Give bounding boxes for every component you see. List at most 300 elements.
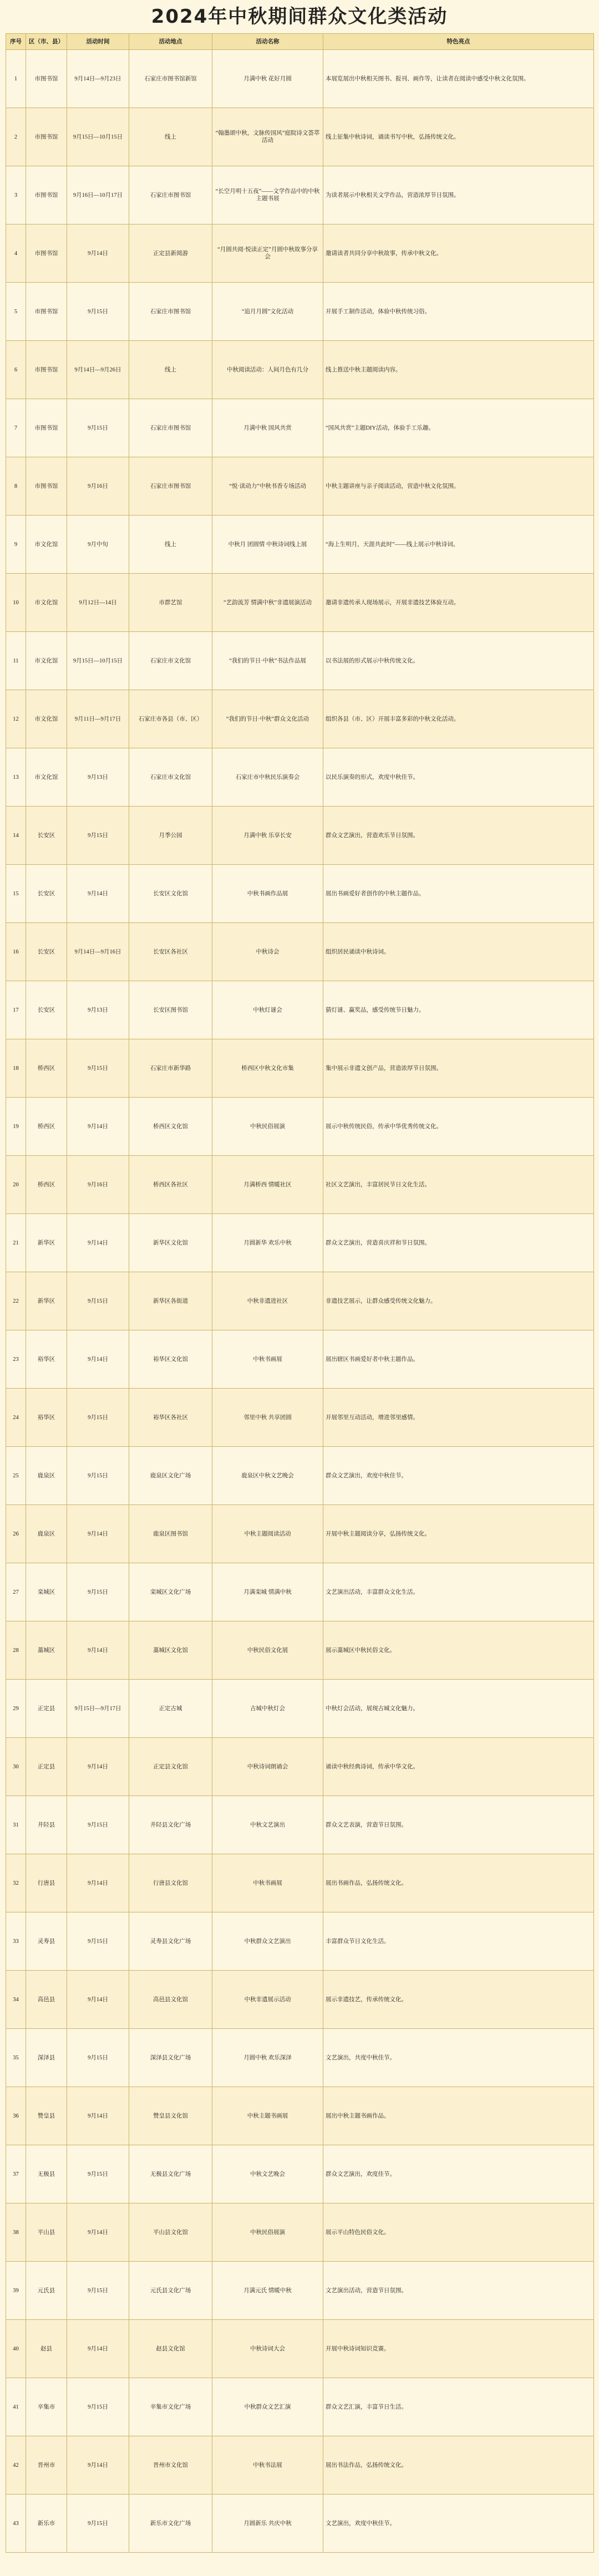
row-time: 9月14日—9月23日	[67, 50, 129, 108]
row-place: 桥西区各社区	[129, 1156, 212, 1214]
row-time: 9月15日	[67, 399, 129, 457]
row-place: 辛集市文化广场	[129, 2378, 212, 2436]
row-place: 月季公园	[129, 807, 212, 865]
table-row	[6, 399, 594, 457]
row-place: 石家庄市新华路	[129, 1039, 212, 1098]
row-area: 新华区	[26, 1214, 67, 1272]
table-row	[6, 1156, 594, 1214]
row-index: 1	[6, 50, 26, 108]
row-feature: 群众文艺演出，欢度中秋佳节。	[323, 1447, 594, 1505]
row-feature: “国风共赏”主题DIY活动，体验手工乐趣。	[323, 399, 594, 457]
header-feature: 特色亮点	[323, 34, 594, 50]
row-feature: 文艺演出活动，营造节日氛围。	[323, 2262, 594, 2320]
header-place: 活动地点	[129, 34, 212, 50]
row-time: 9月14日	[67, 1971, 129, 2029]
row-index: 5	[6, 283, 26, 341]
table-row	[6, 2495, 594, 2553]
header-index: 序号	[6, 34, 26, 50]
row-time: 9月14日	[67, 1621, 129, 1680]
row-place: 新乐市文化广场	[129, 2495, 212, 2553]
row-activity-name: 中秋民俗展演	[212, 2203, 323, 2262]
row-area: 市图书馆	[26, 457, 67, 516]
row-index: 25	[6, 1447, 26, 1505]
row-place: 石家庄市图书馆	[129, 457, 212, 516]
row-time: 9月15日	[67, 1447, 129, 1505]
row-place: 桥西区文化馆	[129, 1098, 212, 1156]
row-time: 9月15日—9月17日	[67, 1680, 129, 1738]
row-time: 9月15日	[67, 807, 129, 865]
header-area: 区（市、县）	[26, 34, 67, 50]
row-area: 裕华区	[26, 1389, 67, 1447]
row-place: 鹿泉区文化广场	[129, 1447, 212, 1505]
row-index: 31	[6, 1796, 26, 1854]
table-row	[6, 1621, 594, 1680]
row-index: 6	[6, 341, 26, 399]
row-index: 29	[6, 1680, 26, 1738]
row-area: 灵寿县	[26, 1912, 67, 1971]
row-place: 石家庄市文化馆	[129, 632, 212, 690]
row-place: 行唐县文化馆	[129, 1854, 212, 1912]
header-time: 活动时间	[67, 34, 129, 50]
row-place: 线上	[129, 516, 212, 574]
row-time: 9月16日	[67, 457, 129, 516]
row-activity-name: 中秋主题阅读活动	[212, 1505, 323, 1563]
row-index: 34	[6, 1971, 26, 2029]
table-row	[6, 2436, 594, 2495]
row-feature: 诵读中秋经典诗词，传承中华文化。	[323, 1738, 594, 1796]
row-area: 赞皇县	[26, 2087, 67, 2145]
row-activity-name: 中秋文艺演出	[212, 1796, 323, 1854]
row-activity-name: “长空月明十五夜”——文学作品中的中秋主题书展	[212, 166, 323, 225]
row-feature: “海上生明月，天涯共此时”——线上展示中秋诗词。	[323, 516, 594, 574]
row-index: 40	[6, 2320, 26, 2378]
row-area: 市图书馆	[26, 108, 67, 166]
table-row	[6, 2087, 594, 2145]
row-feature: 展出书画作品，弘扬传统文化。	[323, 1854, 594, 1912]
row-place: 藁城区文化馆	[129, 1621, 212, 1680]
row-feature: 邀请读者共同分享中秋故事，传承中秋文化。	[323, 225, 594, 283]
row-feature: 文艺演出，共度中秋佳节。	[323, 2029, 594, 2087]
table-row	[6, 1272, 594, 1330]
row-area: 长安区	[26, 865, 67, 923]
row-area: 正定县	[26, 1738, 67, 1796]
row-time: 9月14日	[67, 1505, 129, 1563]
row-time: 9月13日	[67, 748, 129, 807]
row-index: 2	[6, 108, 26, 166]
row-area: 长安区	[26, 807, 67, 865]
row-place: 鹿泉区图书馆	[129, 1505, 212, 1563]
row-activity-name: “我们的节日·中秋”群众文化活动	[212, 690, 323, 748]
table-row	[6, 1098, 594, 1156]
row-area: 平山县	[26, 2203, 67, 2262]
row-index: 17	[6, 981, 26, 1039]
row-feature: 群众文艺演出，欢度佳节。	[323, 2145, 594, 2203]
row-index: 12	[6, 690, 26, 748]
row-activity-name: 中秋非遗展示活动	[212, 1971, 323, 2029]
table-row	[6, 1680, 594, 1738]
row-index: 13	[6, 748, 26, 807]
row-feature: 展出书画爱好者创作的中秋主题作品。	[323, 865, 594, 923]
row-feature: 开展邻里互动活动，增进邻里感情。	[323, 1389, 594, 1447]
row-feature: 以书法展的形式展示中秋传统文化。	[323, 632, 594, 690]
row-place: 长安区图书馆	[129, 981, 212, 1039]
row-activity-name: 月满桥西 情暖社区	[212, 1156, 323, 1214]
row-area: 辛集市	[26, 2378, 67, 2436]
row-feature: 文艺演出活动，丰富群众文化生活。	[323, 1563, 594, 1621]
row-area: 正定县	[26, 1680, 67, 1738]
row-index: 35	[6, 2029, 26, 2087]
row-index: 39	[6, 2262, 26, 2320]
row-time: 9月14日	[67, 1214, 129, 1272]
row-activity-name: 鹿泉区中秋文艺晚会	[212, 1447, 323, 1505]
row-area: 桥西区	[26, 1156, 67, 1214]
row-place: 裕华区文化馆	[129, 1330, 212, 1389]
row-feature: 群众文艺汇演，丰富节日生活。	[323, 2378, 594, 2436]
row-area: 井陉县	[26, 1796, 67, 1854]
row-time: 9月14日	[67, 1738, 129, 1796]
row-area: 桥西区	[26, 1039, 67, 1098]
row-index: 26	[6, 1505, 26, 1563]
row-area: 藁城区	[26, 1621, 67, 1680]
row-index: 37	[6, 2145, 26, 2203]
row-place: 井陉县文化广场	[129, 1796, 212, 1854]
row-feature: 开展中秋诗词知识竞赛。	[323, 2320, 594, 2378]
row-time: 9月11日—9月17日	[67, 690, 129, 748]
row-place: 新华区文化馆	[129, 1214, 212, 1272]
row-area: 赵县	[26, 2320, 67, 2378]
row-index: 32	[6, 1854, 26, 1912]
table-row	[6, 2378, 594, 2436]
row-place: 石家庄市文化馆	[129, 748, 212, 807]
row-area: 裕华区	[26, 1330, 67, 1389]
row-activity-name: 中秋诗词朗诵会	[212, 1738, 323, 1796]
row-time: 9月16日	[67, 1156, 129, 1214]
row-feature: 社区文艺演出，丰富居民节日文化生活。	[323, 1156, 594, 1214]
row-activity-name: 中秋书画展	[212, 1330, 323, 1389]
row-index: 20	[6, 1156, 26, 1214]
table-row	[6, 1389, 594, 1447]
row-time: 9月13日	[67, 981, 129, 1039]
row-place: 石家庄市各县（市、区）	[129, 690, 212, 748]
row-index: 36	[6, 2087, 26, 2145]
row-activity-name: 中秋主题书画展	[212, 2087, 323, 2145]
row-feature: 中秋主题讲座与亲子阅读活动，营造中秋文化氛围。	[323, 457, 594, 516]
activity-table	[6, 33, 594, 2553]
row-feature: 群众文艺演出，营造欢乐节日氛围。	[323, 807, 594, 865]
row-area: 市图书馆	[26, 399, 67, 457]
row-activity-name: 中秋群众文艺演出	[212, 1912, 323, 1971]
row-activity-name: 月满栾城 情满中秋	[212, 1563, 323, 1621]
row-place: 石家庄市图书馆	[129, 399, 212, 457]
table-row	[6, 225, 594, 283]
row-time: 9月15日	[67, 1796, 129, 1854]
table-row	[6, 283, 594, 341]
row-activity-name: 月圆中秋 欢乐深泽	[212, 2029, 323, 2087]
row-index: 14	[6, 807, 26, 865]
row-feature: 线上征集中秋诗词，诵读书写中秋，弘扬传统文化。	[323, 108, 594, 166]
table-row	[6, 166, 594, 225]
table-row	[6, 690, 594, 748]
row-time: 9月14日	[67, 1854, 129, 1912]
row-activity-name: 月圆新华 欢乐中秋	[212, 1214, 323, 1272]
row-index: 24	[6, 1389, 26, 1447]
row-activity-name: “悦·读动力”中秋书香专场活动	[212, 457, 323, 516]
table-row	[6, 1563, 594, 1621]
row-place: 线上	[129, 341, 212, 399]
row-index: 15	[6, 865, 26, 923]
table-header-row	[6, 34, 594, 50]
table-row	[6, 981, 594, 1039]
row-place: 赞皇县文化馆	[129, 2087, 212, 2145]
row-index: 21	[6, 1214, 26, 1272]
row-activity-name: “翰墨颂中秋，文脉传国风”庭院诗文荟萃活动	[212, 108, 323, 166]
row-index: 4	[6, 225, 26, 283]
row-place: 石家庄市图书馆	[129, 283, 212, 341]
row-feature: 展示非遗技艺，传承传统文化。	[323, 1971, 594, 2029]
row-area: 市图书馆	[26, 283, 67, 341]
row-activity-name: “追月月圆”文化活动	[212, 283, 323, 341]
row-time: 9月15日	[67, 2262, 129, 2320]
row-index: 38	[6, 2203, 26, 2262]
table-row	[6, 807, 594, 865]
row-feature: 组织各县（市、区）开展丰富多彩的中秋文化活动。	[323, 690, 594, 748]
row-place: 正定县文化馆	[129, 1738, 212, 1796]
row-place: 长安区各社区	[129, 923, 212, 981]
row-area: 市图书馆	[26, 225, 67, 283]
row-place: 石家庄市图书馆新馆	[129, 50, 212, 108]
row-time: 9月14日	[67, 1098, 129, 1156]
row-feature: 群众文艺表演，营造节日氛围。	[323, 1796, 594, 1854]
table-row	[6, 1330, 594, 1389]
row-activity-name: 中秋民俗文化展	[212, 1621, 323, 1680]
row-feature: 展出中秋主题书画作品。	[323, 2087, 594, 2145]
row-activity-name: 中秋诗词大会	[212, 2320, 323, 2378]
row-activity-name: 中秋月 团圆情 中秋诗词线上展	[212, 516, 323, 574]
row-activity-name: 石家庄市中秋民乐演奏会	[212, 748, 323, 807]
row-feature: 非遗技艺展示，让群众感受传统文化魅力。	[323, 1272, 594, 1330]
row-time: 9月14日	[67, 2203, 129, 2262]
row-feature: 丰富群众节日文化生活。	[323, 1912, 594, 1971]
table-row	[6, 1214, 594, 1272]
row-index: 16	[6, 923, 26, 981]
row-time: 9月15日	[67, 2029, 129, 2087]
table-row	[6, 2029, 594, 2087]
row-activity-name: 月圆新乐 共庆中秋	[212, 2495, 323, 2553]
row-activity-name: 中秋非遗进社区	[212, 1272, 323, 1330]
row-time: 9月14日	[67, 1330, 129, 1389]
row-activity-name: 月满中秋 花好月圆	[212, 50, 323, 108]
row-index: 7	[6, 399, 26, 457]
row-place: 石家庄市图书馆	[129, 166, 212, 225]
row-feature: 群众文艺演出，营造喜庆祥和节日氛围。	[323, 1214, 594, 1272]
row-place: 市群艺馆	[129, 574, 212, 632]
row-index: 33	[6, 1912, 26, 1971]
table-row	[6, 1738, 594, 1796]
row-time: 9月15日	[67, 2495, 129, 2553]
row-area: 市图书馆	[26, 166, 67, 225]
row-area: 市文化馆	[26, 516, 67, 574]
row-activity-name: 邻里中秋 共享团圆	[212, 1389, 323, 1447]
row-index: 11	[6, 632, 26, 690]
row-feature: 文艺演出，欢度中秋佳节。	[323, 2495, 594, 2553]
table-row	[6, 457, 594, 516]
table-row	[6, 1505, 594, 1563]
page-title: 2024年中秋期间群众文化类活动	[151, 6, 448, 28]
row-area: 鹿泉区	[26, 1505, 67, 1563]
row-activity-name: “艺韵流芳 情满中秋”非遗展演活动	[212, 574, 323, 632]
row-time: 9月14日—9月26日	[67, 341, 129, 399]
table-row	[6, 748, 594, 807]
row-place: 晋州市文化馆	[129, 2436, 212, 2495]
row-place: 正定县新阅游	[129, 225, 212, 283]
row-feature: 为读者展示中秋相关文学作品，营造浓厚节日氛围。	[323, 166, 594, 225]
table-row	[6, 865, 594, 923]
row-feature: 线上推送中秋主题阅读内容。	[323, 341, 594, 399]
row-place: 裕华区各社区	[129, 1389, 212, 1447]
table-row	[6, 1039, 594, 1098]
row-place: 深泽县文化广场	[129, 2029, 212, 2087]
row-index: 23	[6, 1330, 26, 1389]
table-row	[6, 50, 594, 108]
row-time: 9月14日	[67, 225, 129, 283]
row-time: 9月15日	[67, 1272, 129, 1330]
row-activity-name: 桥西区中秋文化市集	[212, 1039, 323, 1098]
row-area: 市图书馆	[26, 50, 67, 108]
row-index: 18	[6, 1039, 26, 1098]
table-row	[6, 2320, 594, 2378]
row-place: 灵寿县文化广场	[129, 1912, 212, 1971]
row-area: 行唐县	[26, 1854, 67, 1912]
row-area: 桥西区	[26, 1098, 67, 1156]
row-time: 9月15日	[67, 1039, 129, 1098]
table-body	[6, 50, 594, 2553]
row-feature: 中秋灯会活动，展现古城文化魅力。	[323, 1680, 594, 1738]
row-activity-name: 月满中秋 乐享长安	[212, 807, 323, 865]
row-place: 无极县文化广场	[129, 2145, 212, 2203]
header-name: 活动名称	[212, 34, 323, 50]
row-index: 28	[6, 1621, 26, 1680]
row-area: 深泽县	[26, 2029, 67, 2087]
row-area: 鹿泉区	[26, 1447, 67, 1505]
row-time: 9月15日	[67, 2378, 129, 2436]
row-index: 27	[6, 1563, 26, 1621]
row-feature: 展出书法作品，弘扬传统文化。	[323, 2436, 594, 2495]
row-time: 9月15日	[67, 1563, 129, 1621]
row-area: 无极县	[26, 2145, 67, 2203]
row-area: 元氏县	[26, 2262, 67, 2320]
row-area: 新华区	[26, 1272, 67, 1330]
row-feature: 猜灯谜、赢奖品，感受传统节日魅力。	[323, 981, 594, 1039]
row-area: 市文化馆	[26, 690, 67, 748]
row-area: 新乐市	[26, 2495, 67, 2553]
row-place: 平山县文化馆	[129, 2203, 212, 2262]
row-index: 19	[6, 1098, 26, 1156]
row-feature: 展示藁城区中秋民俗文化。	[323, 1621, 594, 1680]
row-time: 9月12日—14日	[67, 574, 129, 632]
row-time: 9月15日—10月15日	[67, 108, 129, 166]
table-row	[6, 341, 594, 399]
row-index: 42	[6, 2436, 26, 2495]
row-area: 市图书馆	[26, 341, 67, 399]
row-feature: 邀请非遗传承人现场展示，开展非遗技艺体验互动。	[323, 574, 594, 632]
row-area: 长安区	[26, 981, 67, 1039]
row-area: 市文化馆	[26, 632, 67, 690]
table-row	[6, 2203, 594, 2262]
table-row	[6, 1912, 594, 1971]
table-row	[6, 574, 594, 632]
row-feature: 组织居民诵读中秋诗词。	[323, 923, 594, 981]
row-area: 晋州市	[26, 2436, 67, 2495]
row-time: 9月14日—9月16日	[67, 923, 129, 981]
row-area: 栾城区	[26, 1563, 67, 1621]
row-time: 9月14日	[67, 2436, 129, 2495]
row-activity-name: 月满中秋 国风共赏	[212, 399, 323, 457]
row-time: 9月14日	[67, 865, 129, 923]
row-activity-name: 古城中秋灯会	[212, 1680, 323, 1738]
row-area: 市文化馆	[26, 748, 67, 807]
row-feature: 集中展示非遗文创产品，营造浓厚节日氛围。	[323, 1039, 594, 1098]
row-time: 9月15日—10月15日	[67, 632, 129, 690]
table-row	[6, 1854, 594, 1912]
row-place: 赵县文化馆	[129, 2320, 212, 2378]
table-row	[6, 2145, 594, 2203]
row-feature: 展出辖区书画爱好者中秋主题作品。	[323, 1330, 594, 1389]
table-row	[6, 2262, 594, 2320]
row-activity-name: 中秋书画展	[212, 1854, 323, 1912]
row-place: 新华区各街道	[129, 1272, 212, 1330]
table-row	[6, 1796, 594, 1854]
row-activity-name: 中秋阅读活动：人间月色有几分	[212, 341, 323, 399]
row-time: 9月14日	[67, 2320, 129, 2378]
row-index: 3	[6, 166, 26, 225]
row-activity-name: 中秋诗会	[212, 923, 323, 981]
row-index: 8	[6, 457, 26, 516]
row-activity-name: 中秋文艺晚会	[212, 2145, 323, 2203]
row-feature: 展示中秋传统民俗，传承中华优秀传统文化。	[323, 1098, 594, 1156]
row-time: 9月14日	[67, 2087, 129, 2145]
row-activity-name: “月圆共阅·悦读正定”月圆中秋故事分享会	[212, 225, 323, 283]
row-time: 9月15日	[67, 2145, 129, 2203]
row-place: 线上	[129, 108, 212, 166]
row-activity-name: 中秋灯谜会	[212, 981, 323, 1039]
row-index: 10	[6, 574, 26, 632]
row-feature: 开展手工制作活动，体验中秋传统习俗。	[323, 283, 594, 341]
table-row	[6, 1971, 594, 2029]
row-place: 正定古城	[129, 1680, 212, 1738]
row-place: 元氏县文化广场	[129, 2262, 212, 2320]
table-row	[6, 108, 594, 166]
row-feature: 开展中秋主题阅读分享，弘扬传统文化。	[323, 1505, 594, 1563]
row-activity-name: 中秋民俗展演	[212, 1098, 323, 1156]
row-time: 9月15日	[67, 1912, 129, 1971]
row-index: 41	[6, 2378, 26, 2436]
row-feature: 展示平山特色民俗文化。	[323, 2203, 594, 2262]
table-row	[6, 923, 594, 981]
row-place: 高邑县文化馆	[129, 1971, 212, 2029]
row-activity-name: 中秋书画作品展	[212, 865, 323, 923]
row-area: 高邑县	[26, 1971, 67, 2029]
row-activity-name: 中秋群众文艺汇演	[212, 2378, 323, 2436]
row-activity-name: “我们的节日·中秋”书法作品展	[212, 632, 323, 690]
row-feature: 本展览展出中秋相关图书、报刊、画作等，让读者在阅读中感受中秋文化氛围。	[323, 50, 594, 108]
row-index: 30	[6, 1738, 26, 1796]
row-index: 22	[6, 1272, 26, 1330]
row-index: 43	[6, 2495, 26, 2553]
row-place: 长安区文化馆	[129, 865, 212, 923]
table-row	[6, 632, 594, 690]
table-row	[6, 516, 594, 574]
row-index: 9	[6, 516, 26, 574]
